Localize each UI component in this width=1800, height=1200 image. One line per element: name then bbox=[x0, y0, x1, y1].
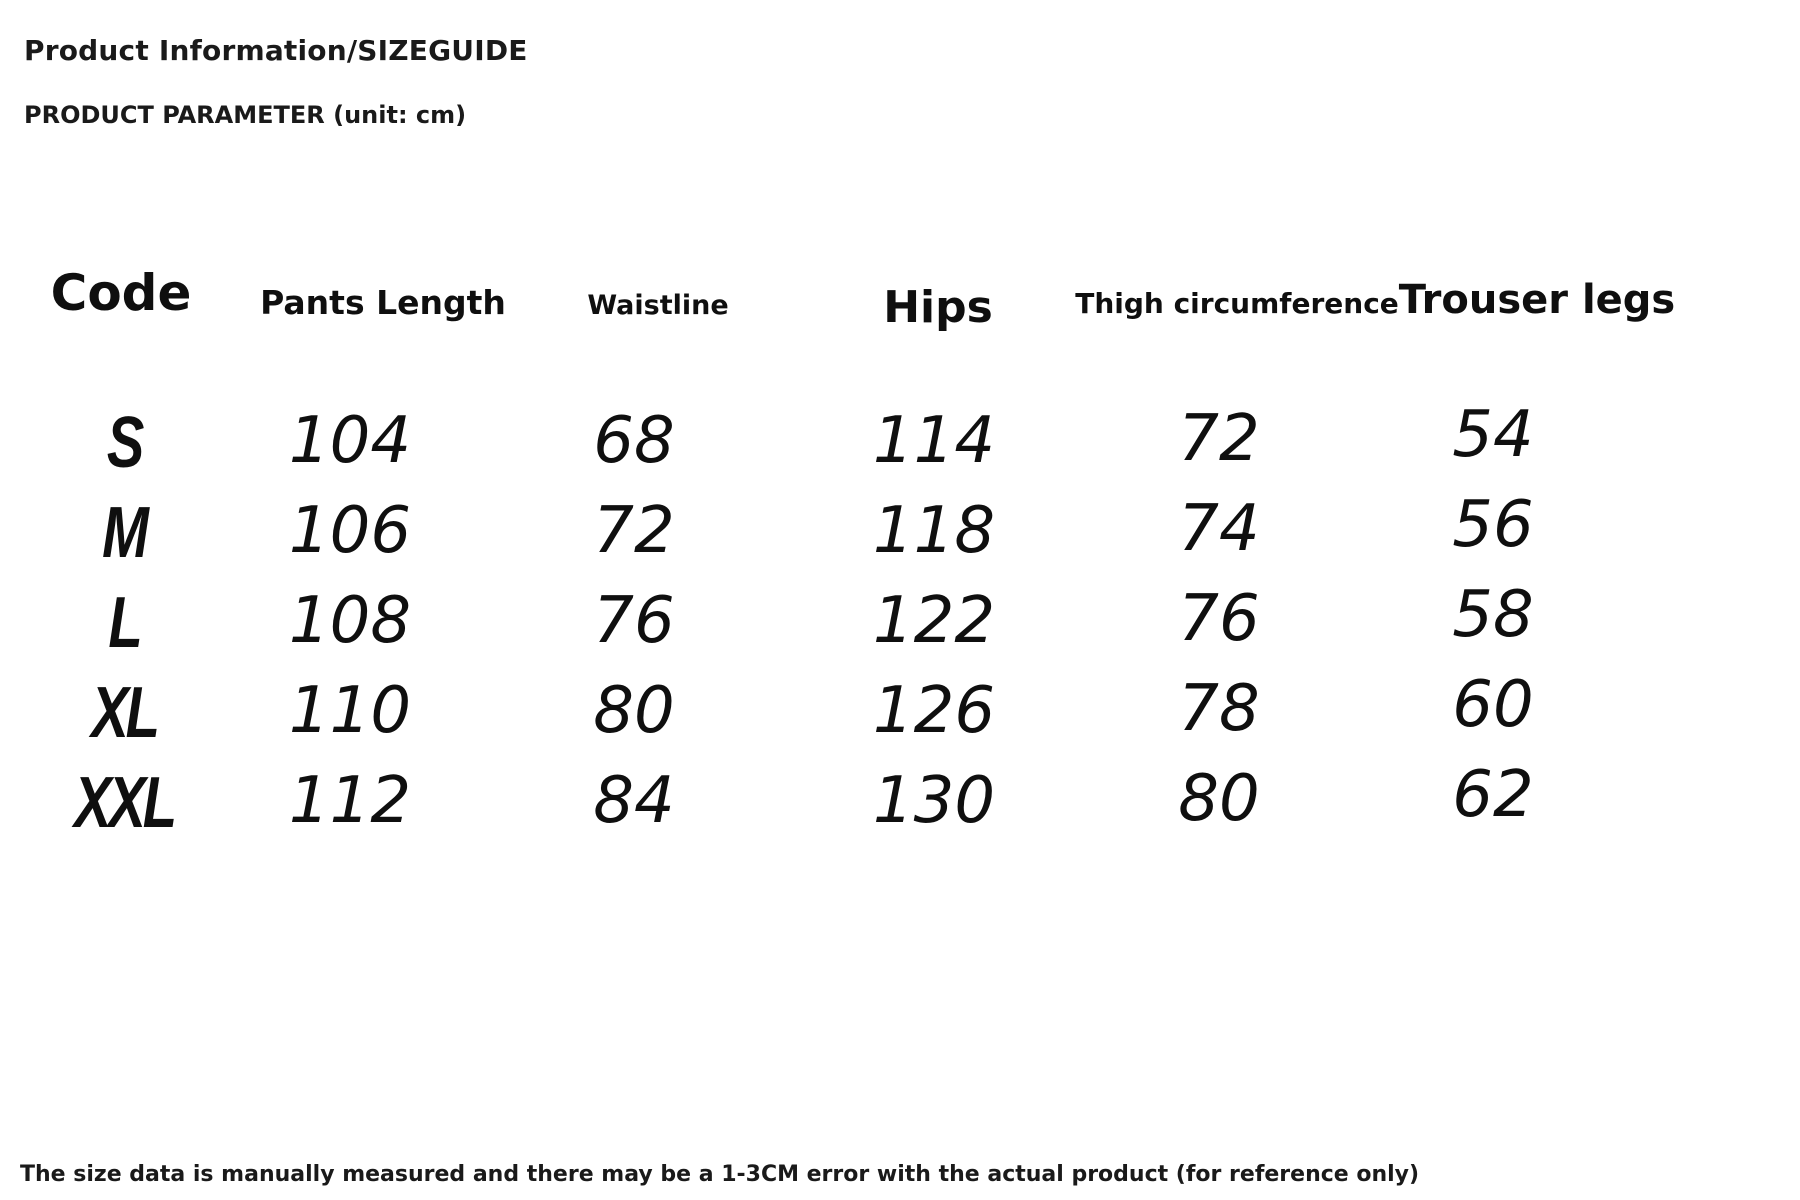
row-s-code: S bbox=[106, 403, 142, 483]
row-s-waistline: 68 bbox=[593, 404, 675, 478]
row-xl-thigh: 78 bbox=[1178, 672, 1260, 746]
column-header-pants-length: Pants Length bbox=[260, 283, 506, 322]
column-header-code: Code bbox=[50, 264, 192, 322]
row-l-trouser-legs: 58 bbox=[1452, 578, 1534, 652]
row-xl-waistline: 80 bbox=[593, 674, 675, 748]
row-s-pants-length: 104 bbox=[288, 404, 412, 478]
row-m-waistline: 72 bbox=[593, 494, 675, 568]
column-header-waistline: Waistline bbox=[587, 290, 729, 321]
row-l-code: L bbox=[108, 583, 140, 663]
column-header-thigh-circumference: Thigh circumference bbox=[1075, 287, 1399, 320]
row-l-thigh: 76 bbox=[1178, 582, 1260, 656]
row-m-hips: 118 bbox=[872, 494, 996, 568]
row-xl-code: XL bbox=[91, 673, 157, 753]
row-m-pants-length: 106 bbox=[288, 494, 412, 568]
row-m-code: M bbox=[102, 493, 146, 573]
row-l-pants-length: 108 bbox=[288, 584, 412, 658]
row-xxl-code: XXL bbox=[74, 763, 174, 843]
page-title: Product Information/SIZEGUIDE bbox=[24, 34, 528, 67]
row-xxl-pants-length: 112 bbox=[288, 764, 412, 838]
measurement-disclaimer: The size data is manually measured and there may be a 1-3CM error with the actual product (for reference only) bbox=[20, 1162, 1420, 1187]
row-xl-trouser-legs: 60 bbox=[1452, 668, 1534, 742]
row-s-hips: 114 bbox=[872, 404, 996, 478]
row-xxl-thigh: 80 bbox=[1178, 762, 1260, 836]
row-xxl-trouser-legs: 62 bbox=[1452, 758, 1534, 832]
column-header-trouser-legs: Trouser legs bbox=[1398, 277, 1676, 323]
row-xl-hips: 126 bbox=[872, 674, 996, 748]
row-m-thigh: 74 bbox=[1178, 492, 1260, 566]
row-xxl-waistline: 84 bbox=[593, 764, 675, 838]
row-s-thigh: 72 bbox=[1178, 402, 1260, 476]
row-s-trouser-legs: 54 bbox=[1452, 398, 1534, 472]
row-l-hips: 122 bbox=[872, 584, 996, 658]
row-xxl-hips: 130 bbox=[872, 764, 996, 838]
page-subtitle: PRODUCT PARAMETER (unit: cm) bbox=[24, 101, 467, 129]
row-l-waistline: 76 bbox=[593, 584, 675, 658]
row-m-trouser-legs: 56 bbox=[1452, 488, 1534, 562]
column-header-hips: Hips bbox=[883, 282, 993, 333]
row-xl-pants-length: 110 bbox=[288, 674, 412, 748]
